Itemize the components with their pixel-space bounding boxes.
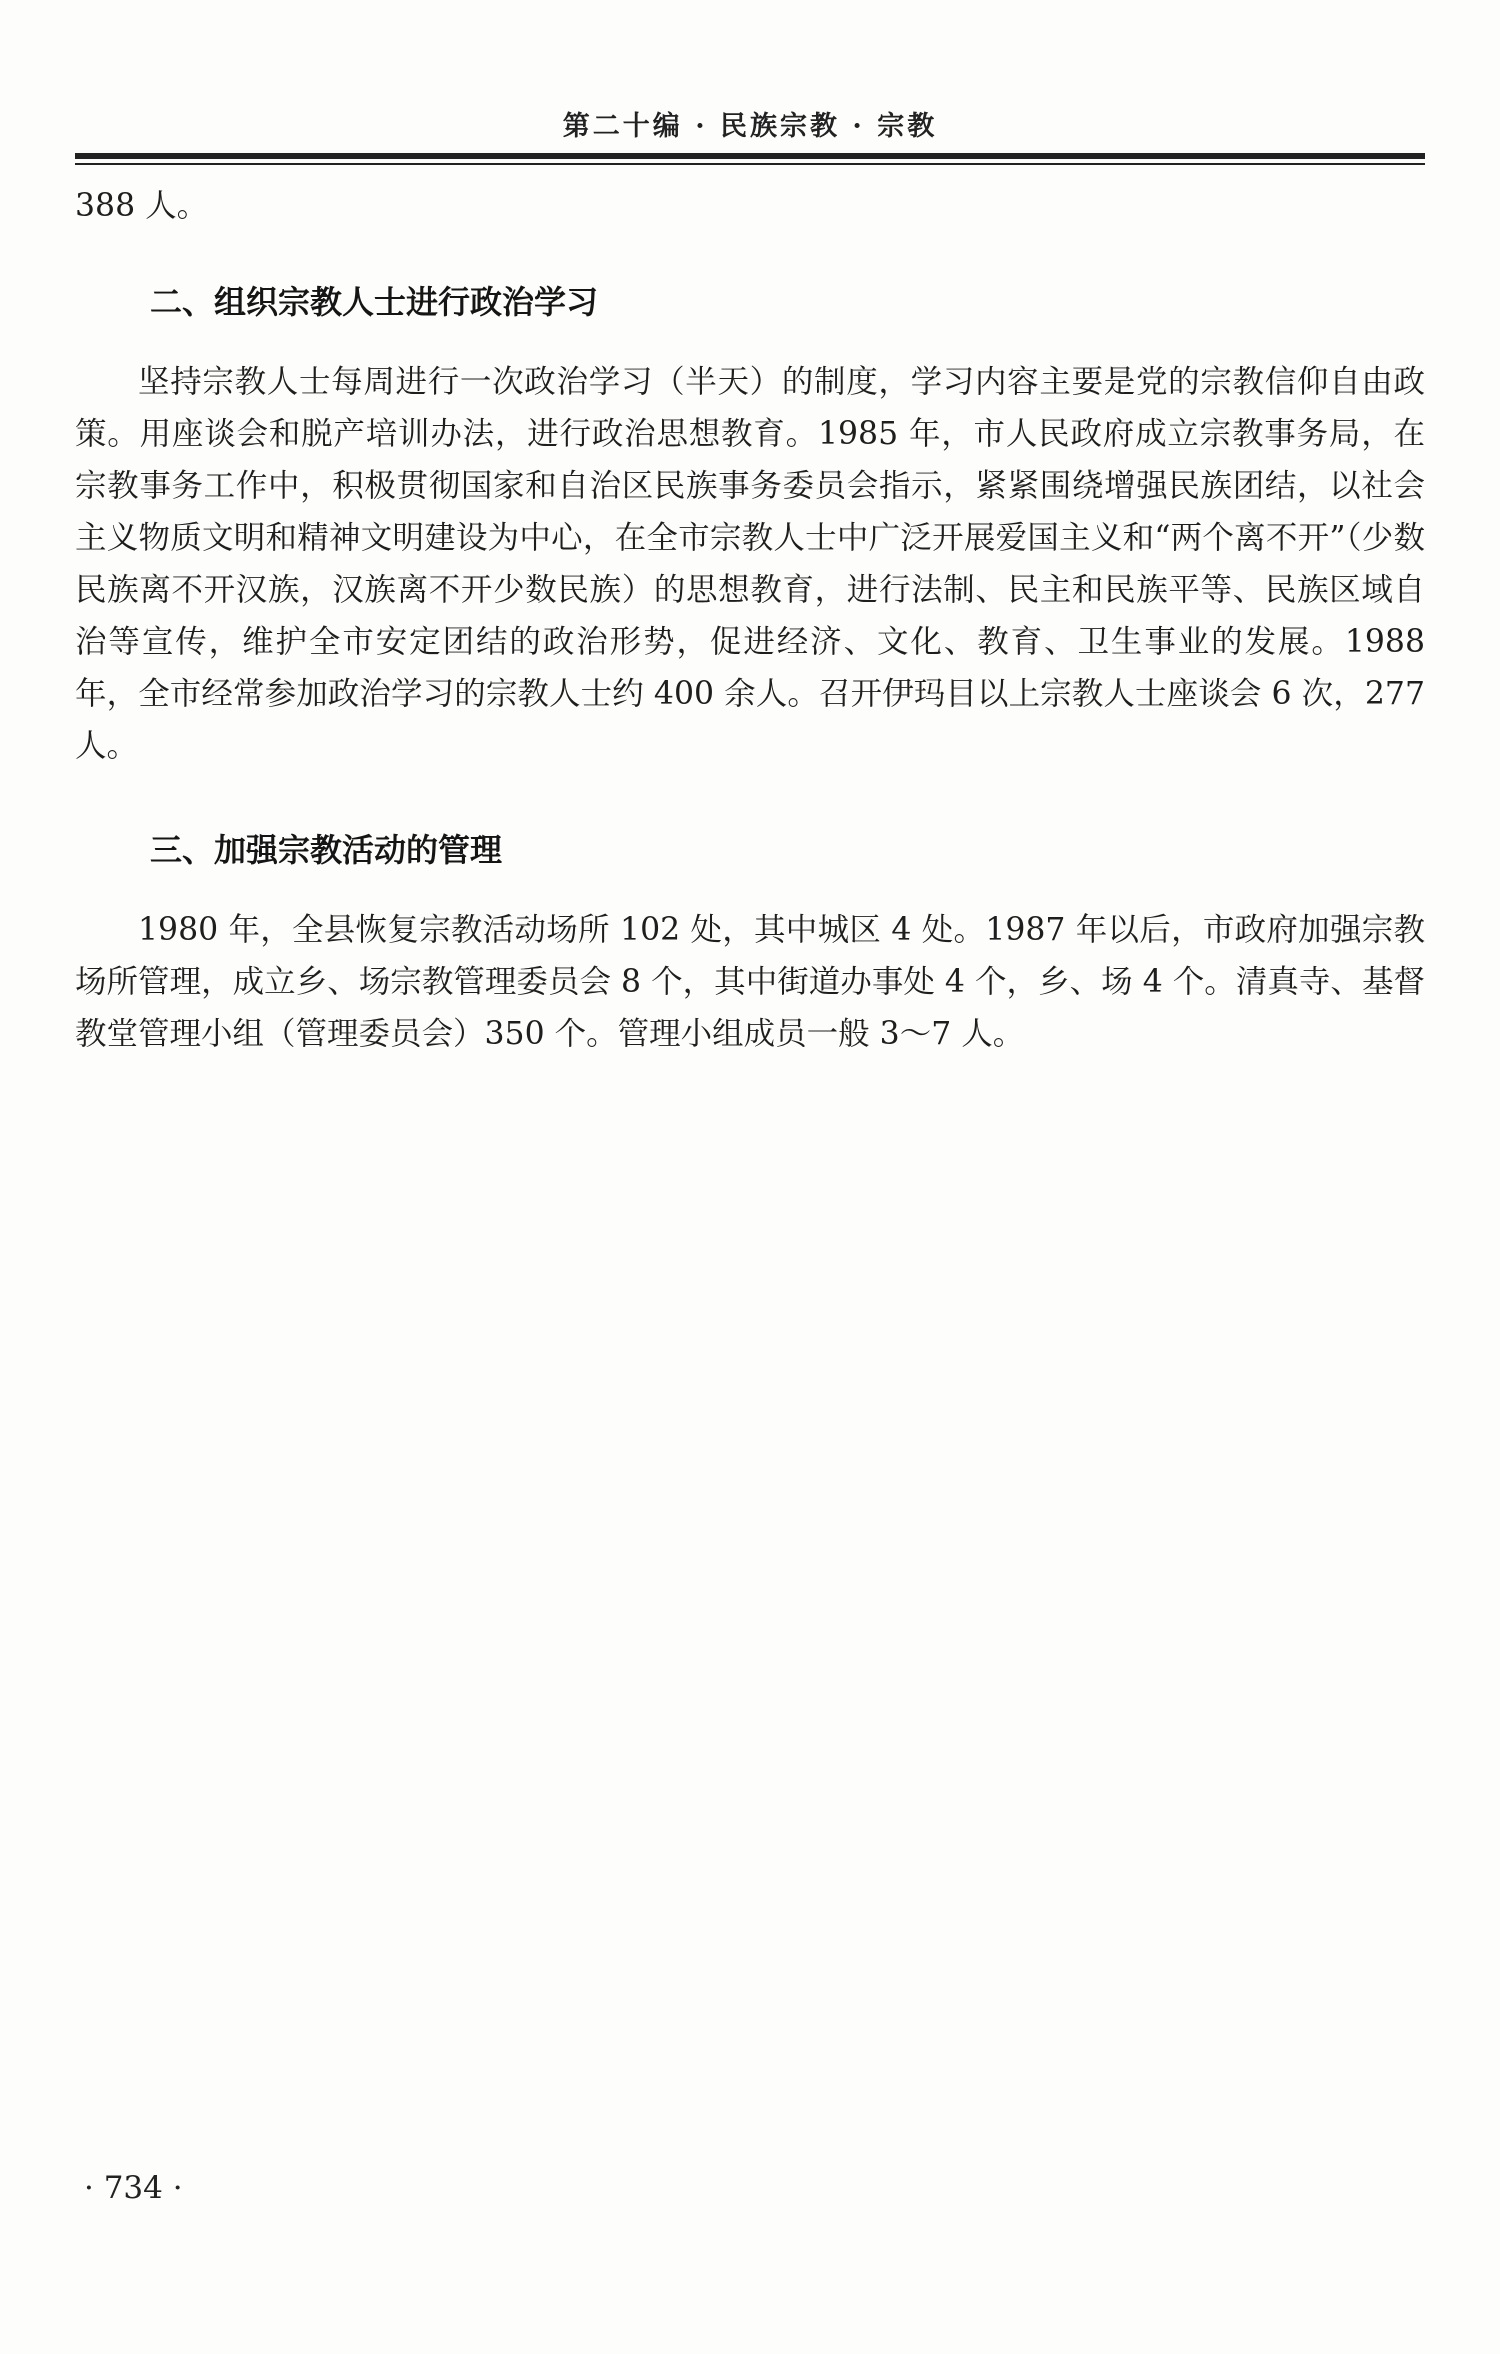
page-number: · 734 · <box>84 2170 183 2206</box>
section-heading-2: 二、组织宗教人士进行政治学习 <box>150 283 599 321</box>
header-rule-thick <box>75 153 1425 159</box>
carryover-paragraph: 388 人。 <box>75 188 209 224</box>
section-heading-3: 三、加强宗教活动的管理 <box>150 831 503 869</box>
section-2-paragraph: 坚持宗教人士每周进行一次政治学习（半天）的制度，学习内容主要是党的宗教信仰自由政策。用座谈会和脱产培训办法，进行政治思想教育。1985 年，市人民政府成立宗教事务局，在宗教事务工作中，积极贯彻国家和自治区民族事务委员会指示，紧紧围绕增强民族团结，以社会主义物质文明和精神文明建设为中心，在全市宗教人士中广泛开展爱国主义和“两个离不开”（少数民族离不开汉族，汉族离不开少数民族）的思想教育，进行法制、民主和民族平等、民族区域自治等宣传，维护全市安定团结的政治形势，促进经济、文化、教育、卫生事业的发展。1988 年，全市经常参加政治学习的宗教人士约 400 余人。召开伊玛目以上宗教人士座谈会 6 次，277 人。 <box>75 364 1425 764</box>
section-3-paragraph: 1980 年，全县恢复宗教活动场所 102 处，其中城区 4 处。1987 年以后，市政府加强宗教场所管理，成立乡、场宗教管理委员会 8 个，其中街道办事处 4 个，乡、场 4 个。清真寺、基督教堂管理小组（管理委员会）350 个。管理小组成员一般 3～7 人。 <box>75 912 1425 1052</box>
header-rule-thin <box>75 163 1425 165</box>
running-head: 第二十编 · 民族宗教 · 宗教 <box>562 111 938 142</box>
